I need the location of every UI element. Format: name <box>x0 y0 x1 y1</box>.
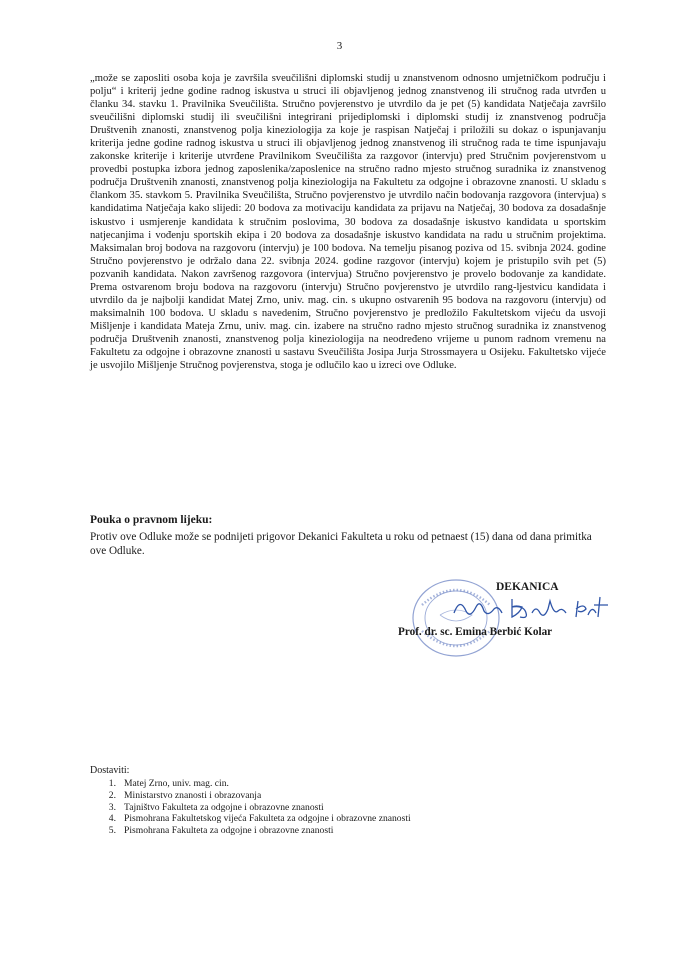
list-item <box>90 813 411 825</box>
list-item-number: 4. <box>108 813 116 825</box>
list-item-text: Pismohrana Fakulteta za odgojne i obrazovne znanosti <box>124 825 334 837</box>
delivery-list <box>90 778 411 837</box>
list-item <box>90 825 411 837</box>
decision-rationale-paragraph: „može se zaposliti osoba koja je završila sveučilišni diplomski studij u znanstvenom odnosno umjetničkom području i polju“ i kriterij jedne godine radnog iskustva u struci ili objavljenog jednog znanstvenog ili stručnog rada utvrđen u članku 34. stavku 1. Pravilnika Sveučilišta. Stručno povjerenstvo je utvrdilo da je pet (5) kandidata Natječaja završilo sveučilišni diplomski studij ili sveučilišni integrirani prijediplomski i diplomski studij iz znanstvenog područja Društvenih znanosti, znanstvenog polja kineziologija za koje je raspisan Natječaj i priložili su dokaz o ispunjavanju kriterija jedne godine radnog iskustva u struci ili objavljenog jednog znanstvenog ili stručnog rada te time ispunjavaju zakonske kriterije i kriterije utvrđene Pravilnikom Sveučilišta za razgovor (intervju) pred Stručnim povjerenstvom u provedbi postupka izbora jednog zaposlenika/zaposlenice na stručno radno mjesto stručnog suradnika iz znanstvenog područja Društvenih znanosti, znanstvenog polja kineziologija na Fakultetu za odgojne i obrazovne znanosti. U skladu s člankom 35. stavkom 5. Pravilnika Sveučilišta, Stručno povjerenstvo je utvrdilo način bodovanja razgovora (intervjua) s kandidatima Natječaja kako slijedi: 20 bodova za motivaciju kandidata za prijavu na Natječaj, 30 bodova za dosadašnje iskustvo i usmjerenje kandidata k stručnim poslovima, 30 bodova za dosadašnje iskustvo kandidata u sportskim natjecanjima i vođenju sportskih ekipa i 20 bodova za dosadašnje iskustvo kandidata na radu u stručnim projektima. Maksimalan broj bodova na razgovoru (intervju) je 100 bodova. Na temelju pisanog poziva od 15. svibnja 2024. godine Stručno povjerenstvo je održalo dana 22. svibnja 2024. godine razgovor (intervju) kojem je pristupilo svih pet (5) pozvanih kandidata. Nakon završenog razgovora (intervjua) Stručno povjerenstvo je provelo bodovanje za kandidate. Prema ostvarenom broju bodova na razgovoru (intervju) Stručno povjerenstvo je utvrdilo rang-ljestvicu kandidata i utvrdilo da je najbolji kandidat Matej Zrno, univ. mag. cin. s ukupno ostvarenih 95 bodova na razgovoru (intervju) od maksimalnih 100 bodova. U skladu s navedenim, Stručno povjerenstvo je predložilo Fakultetskom vijeću da usvoji Mišljenje i kandidata Mateja Zrnu, univ. mag. cin. izabere na stručno radno mjesto stručnog suradnika iz znanstvenog područja Društvenih znanosti, znanstvenog polja kineziologija na neodređeno vrijeme u punom radnom vremenu na Fakultetu za odgojne i obrazovne znanosti u sastavu Sveučilišta Josipa Jurja Strossmayera u Osijeku. Fakultetsko vijeće je usvojilo Mišljenje Stručnog povjerenstva, stoga je odlučilo kao u izreci ove Odluke. <box>90 73 606 372</box>
legal-remedy-heading: Pouka o pravnom lijeku: <box>90 514 213 526</box>
list-item-text: Pismohrana Fakultetskog vijeća Fakulteta za odgojne i obrazovne znanosti <box>124 813 411 825</box>
list-item-number: 2. <box>108 789 116 801</box>
signature-block <box>380 577 640 657</box>
page-number: 3 <box>336 40 343 52</box>
list-item <box>90 802 411 814</box>
signatory-name: Prof. dr. sc. Emina Berbić Kolar <box>398 626 553 638</box>
delivery-label: Dostaviti: <box>90 765 130 776</box>
list-item-number: 5. <box>108 825 116 837</box>
list-item <box>90 790 411 802</box>
handwritten-signature <box>450 591 620 625</box>
signature-title: DEKANICA <box>496 581 559 593</box>
list-item-text: Matej Zrno, univ. mag. cin. <box>124 778 229 789</box>
list-item-number: 3. <box>108 801 116 813</box>
list-item <box>90 778 411 790</box>
list-item-number: 1. <box>108 778 116 789</box>
list-item-text: Ministarstvo znanosti i obrazovanja <box>124 789 262 801</box>
list-item-text: Tajništvo Fakulteta za odgojne i obrazovne znanosti <box>124 801 324 813</box>
legal-remedy-text: Protiv ove Odluke može se podnijeti prigovor Dekanici Fakulteta u roku od petnaest (15) dana od dana primitka ove Odluke. <box>90 531 592 557</box>
